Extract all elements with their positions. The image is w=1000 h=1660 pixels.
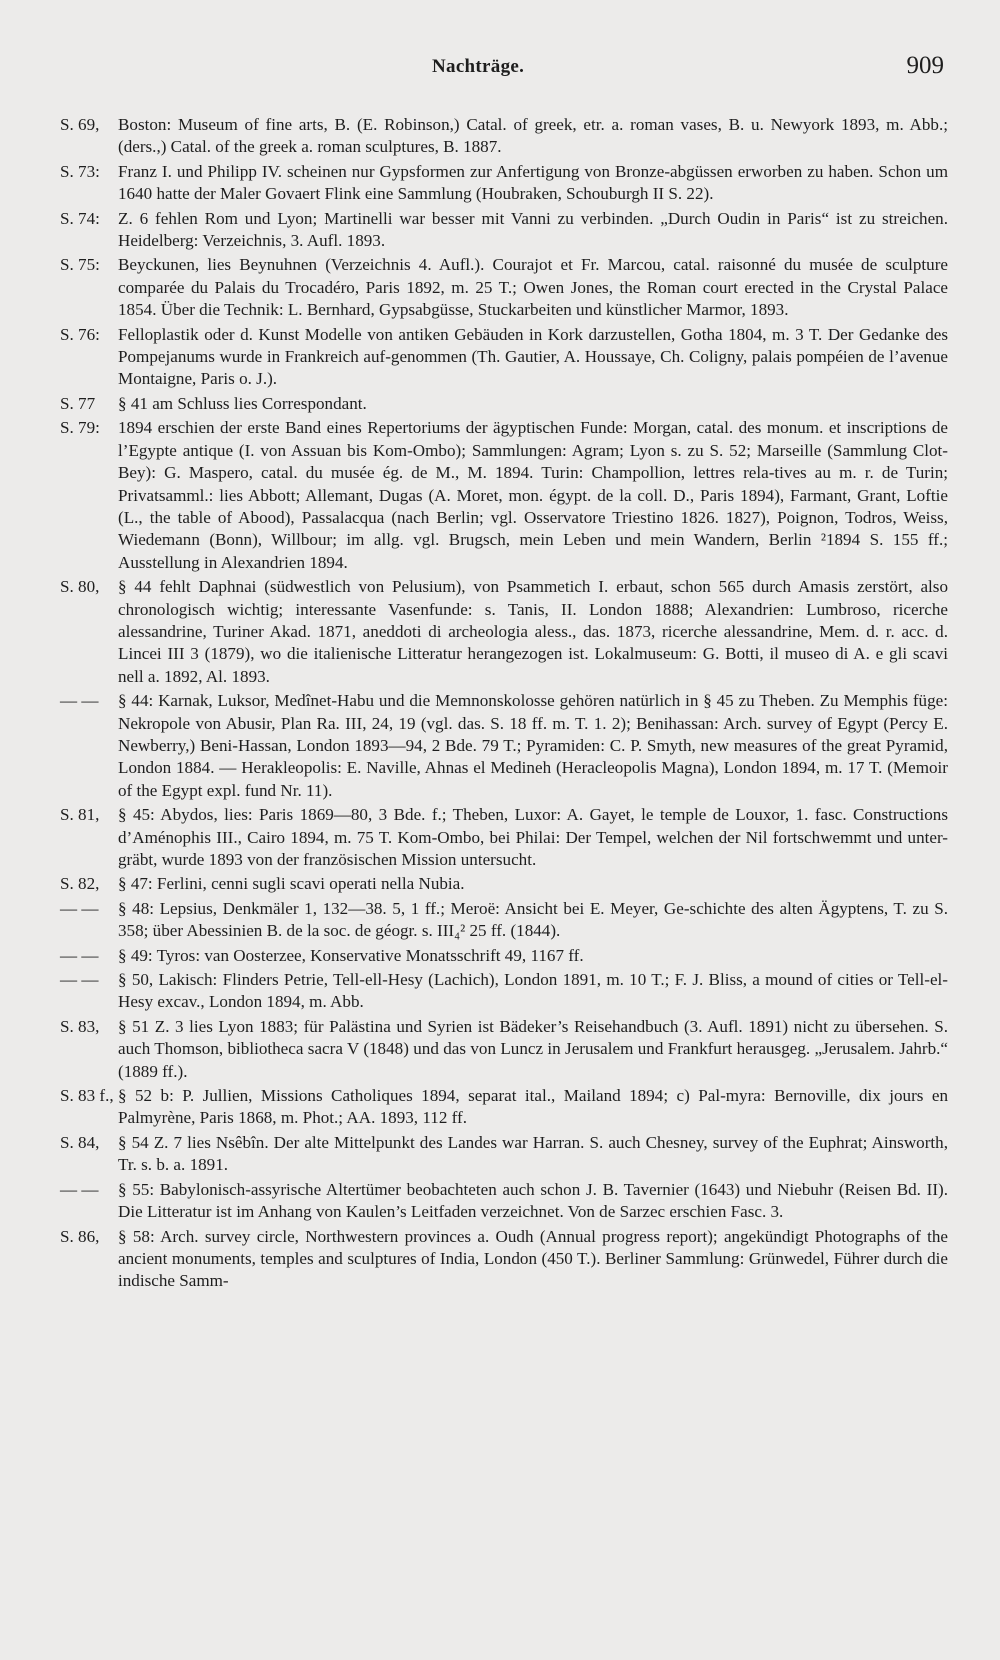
entry-reference: — —	[60, 945, 99, 965]
addendum-entry	[60, 114, 948, 159]
page-header	[0, 52, 1000, 88]
entry-text: § 54 Z. 7 lies Nsêbîn. Der alte Mittelpunkt des Landes war Harran. S. auch Chesney, survey of the Euphrat; Ainsworth, Tr. s. b. a. 1891.	[118, 1132, 948, 1175]
addendum-entry	[60, 208, 948, 253]
addendum-entry	[60, 254, 948, 321]
entry-reference: S. 75:	[60, 255, 100, 275]
entry-text: § 48: Lepsius, Denkmäler 1, 132—38. 5, 1 ff.; Meroë: Ansicht bei E. Meyer, Ge-schichte des alten Ägyptens, T. zu S. 358; über Abessinien B. de la soc. de géogr. s. III₄² 25 ff. (1844).	[118, 898, 948, 941]
addendum-entry	[60, 324, 948, 391]
entry-text: § 51 Z. 3 lies Lyon 1883; für Palästina und Syrien ist Bädeker’s Reisehandbuch (3. Aufl. 1891) nicht zu übersehen. S. auch Thomson, bibliotheca sacra V (1848) und das von Luncz in Jerusalem und Frankfurt herausgeg. „Jerusalem. Jahrb.“ (1889 ff.).	[118, 1016, 948, 1081]
addendum-entry	[60, 576, 948, 688]
entry-reference: S. 82,	[60, 874, 100, 894]
entry-text: § 41 am Schluss lies Correspondant.	[118, 393, 367, 413]
page-number: 909	[906, 52, 944, 79]
addendum-entry	[60, 417, 948, 574]
addendum-entry	[60, 1226, 948, 1293]
entry-reference: — —	[60, 1179, 99, 1199]
entry-text: § 45: Abydos, lies: Paris 1869—80, 3 Bde. f.; Theben, Luxor: A. Gayet, le temple de Louxor, 1. fasc. Constructions d’Aménophis III., Cairo 1894, m. 75 T. Kom-Ombo, bei Philai: Der Tempel, welchen der Nil fortschwemmt und unter-gräbt, wurde 1893 von der französischen Mission untersucht.	[118, 805, 948, 869]
entry-text: § 50, Lakisch: Flinders Petrie, Tell-ell-Hesy (Lachich), London 1891, m. 10 T.; F. J. Bliss, a mound of cities or Tell-el-Hesy excav., London 1894, m. Abb.	[118, 970, 948, 1012]
entry-text: Felloplastik oder d. Kunst Modelle von antiken Gebäuden in Kork darzustellen, Gotha 1804, m. 3 T. Der Gedanke des Pompejanums wurde in Frankreich auf-genommen (Th. Gautier, A. Houssaye, Ch. Coligny, palais pompéien de l’avenue Montaigne, Paris o. J.).	[118, 324, 948, 389]
entry-reference: S. 73:	[60, 161, 100, 181]
entry-reference: S. 76:	[60, 324, 100, 344]
addendum-entry	[60, 393, 948, 415]
entry-text: Boston: Museum of fine arts, B. (E. Robinson,) Catal. of greek, etr. a. roman vases, B. u. Newyork 1893, m. Abb.; (ders.,) Catal. of the greek a. roman sculptures, B. 1887.	[118, 115, 948, 157]
addendum-entry	[60, 898, 948, 943]
entry-reference: S. 83 f.,	[60, 1086, 114, 1106]
entry-reference: S. 86,	[60, 1226, 100, 1246]
entry-reference: S. 79:	[60, 418, 100, 438]
entry-reference: S. 80,	[60, 577, 100, 597]
addenda-entries	[60, 114, 948, 1295]
addendum-entry	[60, 873, 948, 895]
addendum-entry	[60, 969, 948, 1014]
entry-text: Z. 6 fehlen Rom und Lyon; Martinelli war besser mit Vanni zu verbinden. „Durch Oudin in Paris“ ist zu streichen. Heidelberg: Verzeichnis, 3. Aufl. 1893.	[118, 208, 948, 251]
entry-text: 1894 erschien der erste Band eines Repertoriums der ägyptischen Funde: Morgan, catal. des monum. et inscriptions de l’Egypte antique (I. von Assuan bis Kom-Ombo); Sammlungen: Agram; Lyon s. zu S. 52; Marseille (Sammlung Clot-Bey): G. Maspero, catal. du musée ég. de M., M. 1894. Turin: Champollion, lettres rela-tives au m. r. de Turin; Privatsamml.: lies Abbott; Allemant, Dugas (A. Moret, mon. égypt. de la coll. D., Paris 1894), Farmant, Grant, Loftie (L., the table of Abood), Passalacqua (nach Berlin; vgl. Osservatore Triestino 1826. 1827), Poignon, Todros, Weiss, Wiedemann (Bonn), Willbour; im allg. vgl. Brugsch, mein Leben und mein Wandern, Berlin ²1894 S. 155 ff.; Ausstellung in Alexandrien 1894.	[118, 418, 948, 572]
entry-text: § 44 fehlt Daphnai (südwestlich von Pelusium), von Psammetich I. erbaut, schon 565 durch Amasis zerstört, also chronologisch wichtig; interessante Vasenfunde: s. Tanis, II. London 1888; Alexandrien: Lumbroso, ricerche alessandrine, Turiner Akad. 1871, aneddoti di archeologia aless., das. 1873, ricerche alessandrine, Mem. d. r. acc. d. Lincei III 3 (1879), wo die italienische Litteratur herangezogen ist. Lokalmuseum: G. Botti, il museo di A. e gli scavi nell a. 1892, Al. 1893.	[118, 577, 948, 686]
running-title: Nachträge.	[432, 56, 525, 77]
entry-text: § 52 b: P. Jullien, Missions Catholiques 1894, separat ital., Mailand 1894; c) Pal-myra: Bernoville, dix jours en Palmyrène, Paris 1868, m. Phot.; AA. 1893, 112 ff.	[118, 1086, 948, 1128]
entry-reference: — —	[60, 970, 99, 990]
addendum-entry	[60, 161, 948, 206]
entry-reference: — —	[60, 898, 99, 918]
entry-text: § 55: Babylonisch-assyrische Altertümer beobachteten auch schon J. B. Tavernier (1643) und Niebuhr (Reisen Bd. II). Die Litteratur ist im Anhang von Kaulen’s Leitfaden verzeichnet. Von de Sarzec erschien Fasc. 3.	[118, 1179, 948, 1222]
addendum-entry	[60, 690, 948, 802]
entry-reference: S. 77	[60, 393, 96, 413]
entry-text: Beyckunen, lies Beynuhnen (Verzeichnis 4. Aufl.). Courajot et Fr. Marcou, catal. raisonné du musée de sculpture comparée du Palais du Trocadéro, Paris 1892, m. 25 T.; Owen Jones, the Roman court erected in the Crystal Palace 1854. Über die Technik: L. Bernhard, Gypsabgüsse, Stuckarbeiten und künstlicher Marmor, 1893.	[118, 255, 948, 320]
addendum-entry	[60, 804, 948, 871]
entry-reference: S. 84,	[60, 1132, 100, 1152]
entry-text: Franz I. und Philipp IV. scheinen nur Gypsformen zur Anfertigung von Bronze-abgüssen erworben zu haben. Schon um 1640 hatte der Maler Govaert Flink eine Sammlung (Houbraken, Schouburgh II S. 22).	[118, 161, 948, 204]
addendum-entry	[60, 1179, 948, 1224]
entry-reference: S. 81,	[60, 805, 100, 825]
entry-text: § 58: Arch. survey circle, Northwestern provinces a. Oudh (Annual progress report); angekündigt Photographs of the ancient monuments, temples and sculptures of India, London (450 T.). Berliner Sammlung: Grünwedel, Führer durch die indische Samm-	[118, 1226, 948, 1291]
addendum-entry	[60, 1016, 948, 1083]
entry-reference: S. 83,	[60, 1016, 100, 1036]
entry-reference: — —	[60, 691, 99, 711]
addendum-entry	[60, 1085, 948, 1130]
entry-text: § 47: Ferlini, cenni sugli scavi operati nella Nubia.	[118, 874, 465, 894]
addendum-entry	[60, 1132, 948, 1177]
addendum-entry	[60, 945, 948, 967]
entry-reference: S. 74:	[60, 208, 100, 228]
entry-text: § 44: Karnak, Luksor, Medînet-Habu und die Memnonskolosse gehören natürlich in § 45 zu Theben. Zu Memphis füge: Nekropole von Abusir, Plan Ra. III, 24, 19 (vgl. das. S. 18 ff. m. T. 1. 2); Benihassan: Arch. survey of Egypt (Percy E. Newberry,) Beni-Hassan, London 1893—94, 2 Bde. 79 T.; Pyramiden: C. P. Smyth, new measures of the great Pyramid, London 1884. — Herakleopolis: E. Naville, Ahnas el Medineh (Heracleopolis Magna), London 1894, m. 17 T. (Memoir of the Egypt expl. fund Nr. 11).	[118, 691, 948, 800]
entry-text: § 49: Tyros: van Oosterzee, Konservative Monatsschrift 49, 1167 ff.	[118, 945, 584, 965]
entry-reference: S. 69,	[60, 115, 100, 134]
